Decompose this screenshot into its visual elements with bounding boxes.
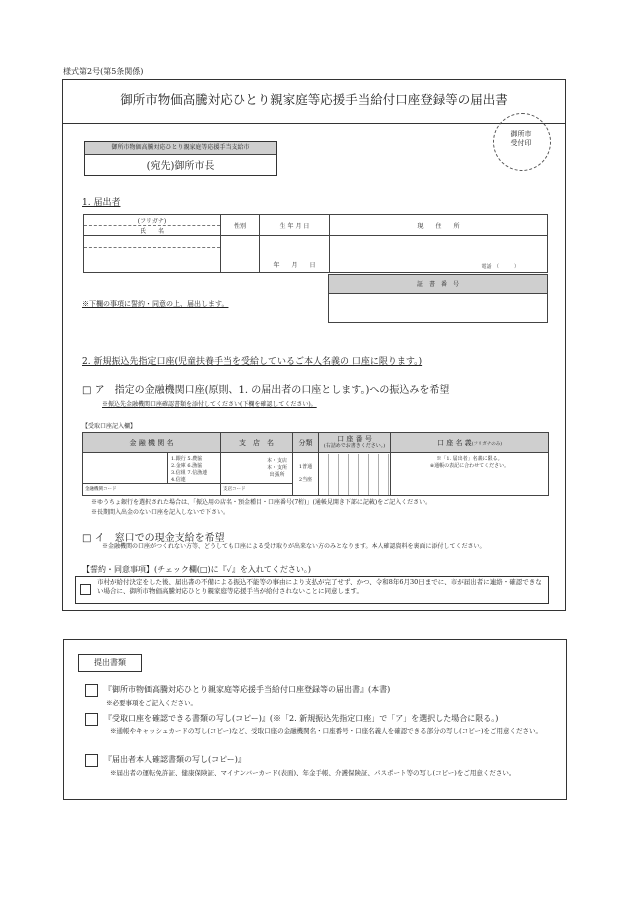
bank-type-4[interactable]: 4.信連 xyxy=(171,477,186,483)
account-section-label: 【受取口座記入欄】 xyxy=(82,423,137,430)
certificate-number-header: 証 書 番 号 xyxy=(328,274,548,294)
account-type-current[interactable]: 2当座 xyxy=(298,477,313,483)
doc-checkbox-3[interactable] xyxy=(85,754,98,767)
option-b-note: ※金融機関の口座がつくれない方等、どうしても口座による受け取りが出来ない方のみとなります。本人確認資料を裏面に添付してください。 xyxy=(102,543,486,550)
account-number-input[interactable] xyxy=(319,453,391,496)
addressee-label: 御所市物価高騰対応ひとり親家庭等応援手当支給市 xyxy=(85,142,276,155)
dob-header: 生 年 月 日 xyxy=(260,215,330,236)
type-header: 分類 xyxy=(293,433,319,453)
branch-type-2[interactable]: 本・支所 xyxy=(266,465,287,471)
section2-heading: 2. 新規振込先指定口座(児童扶養手当を受給しているご本人名義の 口座に限ります。) xyxy=(82,357,423,367)
doc-checkbox-1[interactable] xyxy=(85,684,98,697)
gender-header: 性別 xyxy=(221,215,260,236)
doc-checkbox-2[interactable] xyxy=(85,713,98,726)
yucho-note-2: ※長期間入出金のない口座を記入しないで下さい。 xyxy=(91,509,230,516)
gender-input-cell[interactable] xyxy=(221,236,260,273)
doc-note-2: ※通帳やキャッシュカードの写し(コピー)など、受取口座の金融機関名・口座番号・口座名義人を確認できる部分の写し(コピー)をご用意ください。 xyxy=(110,727,542,735)
doc-note-3: ※届出者の運転免許証、健康保険証、マイナンバーカード(表面)、年金手帳、介護保険証、パスポート等の写し(コピー)をご用意ください。 xyxy=(110,769,516,777)
doc-note-1: ※必要事項をご記入ください。 xyxy=(106,699,197,707)
branch-name-header: 支 店 名 xyxy=(221,433,293,453)
addressee-name: (宛先)御所市長 xyxy=(146,161,215,172)
bank-type-options xyxy=(167,453,220,484)
account-type-cell[interactable] xyxy=(293,453,319,496)
holder-sub: (フリガナのみ) xyxy=(471,441,502,447)
account-table xyxy=(82,432,549,496)
holder-header xyxy=(391,433,549,453)
oath-notice: ※下欄の事項に誓約・同意の上、届出します。 xyxy=(82,300,229,308)
certificate-number-field[interactable] xyxy=(328,293,548,323)
applicant-table xyxy=(83,214,548,273)
account-number-sub: (右詰めでお書きください。) xyxy=(323,442,386,449)
reception-stamp-label: 御所市 受付印 xyxy=(510,130,532,148)
option-a-label[interactable]: □ ア 指定の金融機関口座(原則、1. の届出者の口座とします。)への振込みを希望 xyxy=(82,385,450,396)
account-number-header xyxy=(319,433,391,453)
branch-type-3[interactable]: 出張所 xyxy=(269,472,285,478)
yucho-note-1: ※ゆうちょ銀行を選択された場合は、「振込用の店名・預金種目・口座番号(7桁)」(通帳見開き下部に記載)をご記入ください。 xyxy=(91,499,432,506)
option-a-note: ※振込先金融機関口座確認書類を添付してください(下欄を確認してください)。 xyxy=(102,401,317,408)
holder-input[interactable] xyxy=(391,453,549,496)
address-input-cell[interactable]: 電話 （ ） xyxy=(330,236,548,273)
holder-title: 口 座 名 義 xyxy=(437,438,472,447)
bank-type-3[interactable]: 3.信組 7.信漁連 xyxy=(171,470,208,476)
option-b-label[interactable]: □ イ 窓口での現金支給を希望 xyxy=(82,533,225,544)
form-number: 様式第2号(第5条関係) xyxy=(63,67,144,76)
pledge-heading: 【誓約・同意事項】(チェック欄(□)に『✓』を入れてください。) xyxy=(82,565,311,574)
name-label: 氏 名 xyxy=(84,225,220,235)
bank-code-label: 金融機関コード xyxy=(85,487,117,492)
name-input-cell[interactable] xyxy=(84,236,221,273)
title-divider xyxy=(62,123,566,124)
bank-name-header: 金 融 機 関 名 xyxy=(83,433,221,453)
branch-type-1[interactable]: 本・支店 xyxy=(266,458,287,464)
pledge-checkbox[interactable] xyxy=(80,584,91,595)
dob-input-cell[interactable]: 年 月 日 xyxy=(260,236,330,273)
branch-name-input[interactable] xyxy=(221,453,293,496)
section1-heading: 1. 届出者 xyxy=(82,198,121,208)
bank-type-2[interactable]: 2.金庫 6.漁協 xyxy=(171,463,203,469)
form-title: 御所市物価高騰対応ひとり親家庭等応援手当給付口座登録等の届出書 xyxy=(120,92,508,107)
doc-title-3: 『届出者本人確認書類の写し(コピー)』 xyxy=(104,755,246,764)
account-type-ordinary[interactable]: 1普通 xyxy=(298,464,313,470)
doc-title-1: 『御所市物価高騰対応ひとり親家庭等応援手当給付口座登録等の届出書』(本書) xyxy=(104,685,391,694)
bank-name-input[interactable] xyxy=(83,453,221,496)
pledge-text: 市村が給付決定をした後、届出書の不備による振込不能等の事由により支払が完了せず、かつ、令和8年6月30日までに、市が届出者に連絡・確認できない場合に、御所市物価高騰対応ひとり親家庭等応援手当が給付されないことに同意します。 xyxy=(97,578,542,596)
documents-heading: 提出書類 xyxy=(94,658,126,667)
branch-type-options xyxy=(262,457,292,478)
account-number-title: 口 座 番 号 xyxy=(337,434,372,443)
branch-code-label: 支店コード xyxy=(223,487,246,492)
holder-note: ※「1. 届出者」名義に限る。 ※通帳の表記に合わせてください。 xyxy=(429,456,510,469)
doc-title-2: 『受取口座を確認できる書類の写し(コピー)』(※「2. 新規振込先指定口座」で「ア」を選択した場合に限る。) xyxy=(104,714,499,723)
furigana-label: (フリガナ) xyxy=(137,217,167,225)
address-header: 現 住 所 xyxy=(330,215,548,236)
bank-type-1[interactable]: 1.銀行 5.農協 xyxy=(171,456,203,462)
name-header-cell xyxy=(84,215,221,236)
